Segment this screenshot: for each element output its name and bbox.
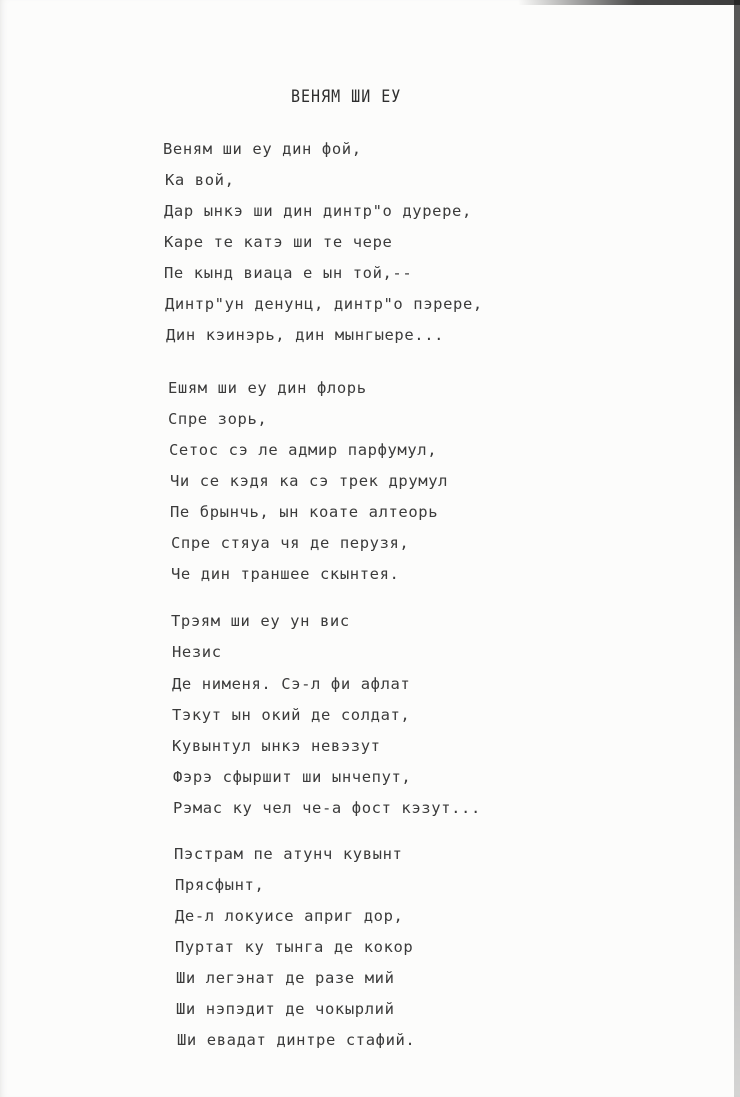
poem-line: Незис xyxy=(172,643,222,661)
poem-line: Сетос сэ ле адмир парфумул, xyxy=(169,441,438,459)
poem-line: Ка вой, xyxy=(165,171,235,189)
poem-line: Спре стяуа чя де перузя, xyxy=(171,534,410,552)
scan-right-edge xyxy=(734,0,740,1097)
poem-line: Кувынтул ынкэ невэзут xyxy=(172,737,381,755)
poem-line: Дар ынкэ ши дин динтр"о дурере, xyxy=(164,202,472,220)
poem-line: Рэмас ку чел че-а фост кэзут... xyxy=(173,799,481,817)
poem-line: Прясфынт, xyxy=(175,876,265,894)
poem-line: Каре те катэ ши те чере xyxy=(164,233,393,251)
poem-line: Че дин траншее скынтея. xyxy=(171,565,400,583)
poem-line: Фэрэ сфыршит ши ынчепут, xyxy=(173,768,412,786)
scan-top-edge xyxy=(0,0,740,5)
poem-title: ВЕНЯМ ШИ ЕУ xyxy=(291,86,402,107)
poem-line: Пуртат ку тынга де кокор xyxy=(175,938,414,956)
poem-line: Де нименя. Сэ-л фи афлат xyxy=(172,675,411,693)
poem-line: Спре зорь, xyxy=(168,410,268,428)
poem-line: Ши нэпэдит де чокырлий xyxy=(176,1000,395,1018)
poem-line: Ши легэнат де разе мий xyxy=(176,969,395,987)
poem-line: Чи се кэдя ка сэ трек друмул xyxy=(170,472,449,490)
poem-line: Дин кэинэрь, дин мынгыере... xyxy=(166,326,445,344)
poem-line: Веням ши еу дин фой, xyxy=(163,140,362,158)
poem-line: Тэкут ын окий де солдат, xyxy=(172,706,411,724)
poem-line: Динтр"ун денунц, динтр"о пэрере, xyxy=(165,295,483,313)
poem-line: Трэям ши еу ун вис xyxy=(171,612,350,630)
poem-line: Пе брынчь, ын коате алтеорь xyxy=(170,503,439,521)
poem-line: Ешям ши еу дин флорь xyxy=(168,379,367,397)
poem-line: Ши евадат динтре стафий. xyxy=(177,1031,416,1049)
poem-line: Пе кынд виаца е ын той,-- xyxy=(164,264,413,282)
poem-line: Пэстрам пе атунч кувынт xyxy=(174,845,403,863)
poem-line: Де-л локуисе априг дор, xyxy=(175,907,404,925)
